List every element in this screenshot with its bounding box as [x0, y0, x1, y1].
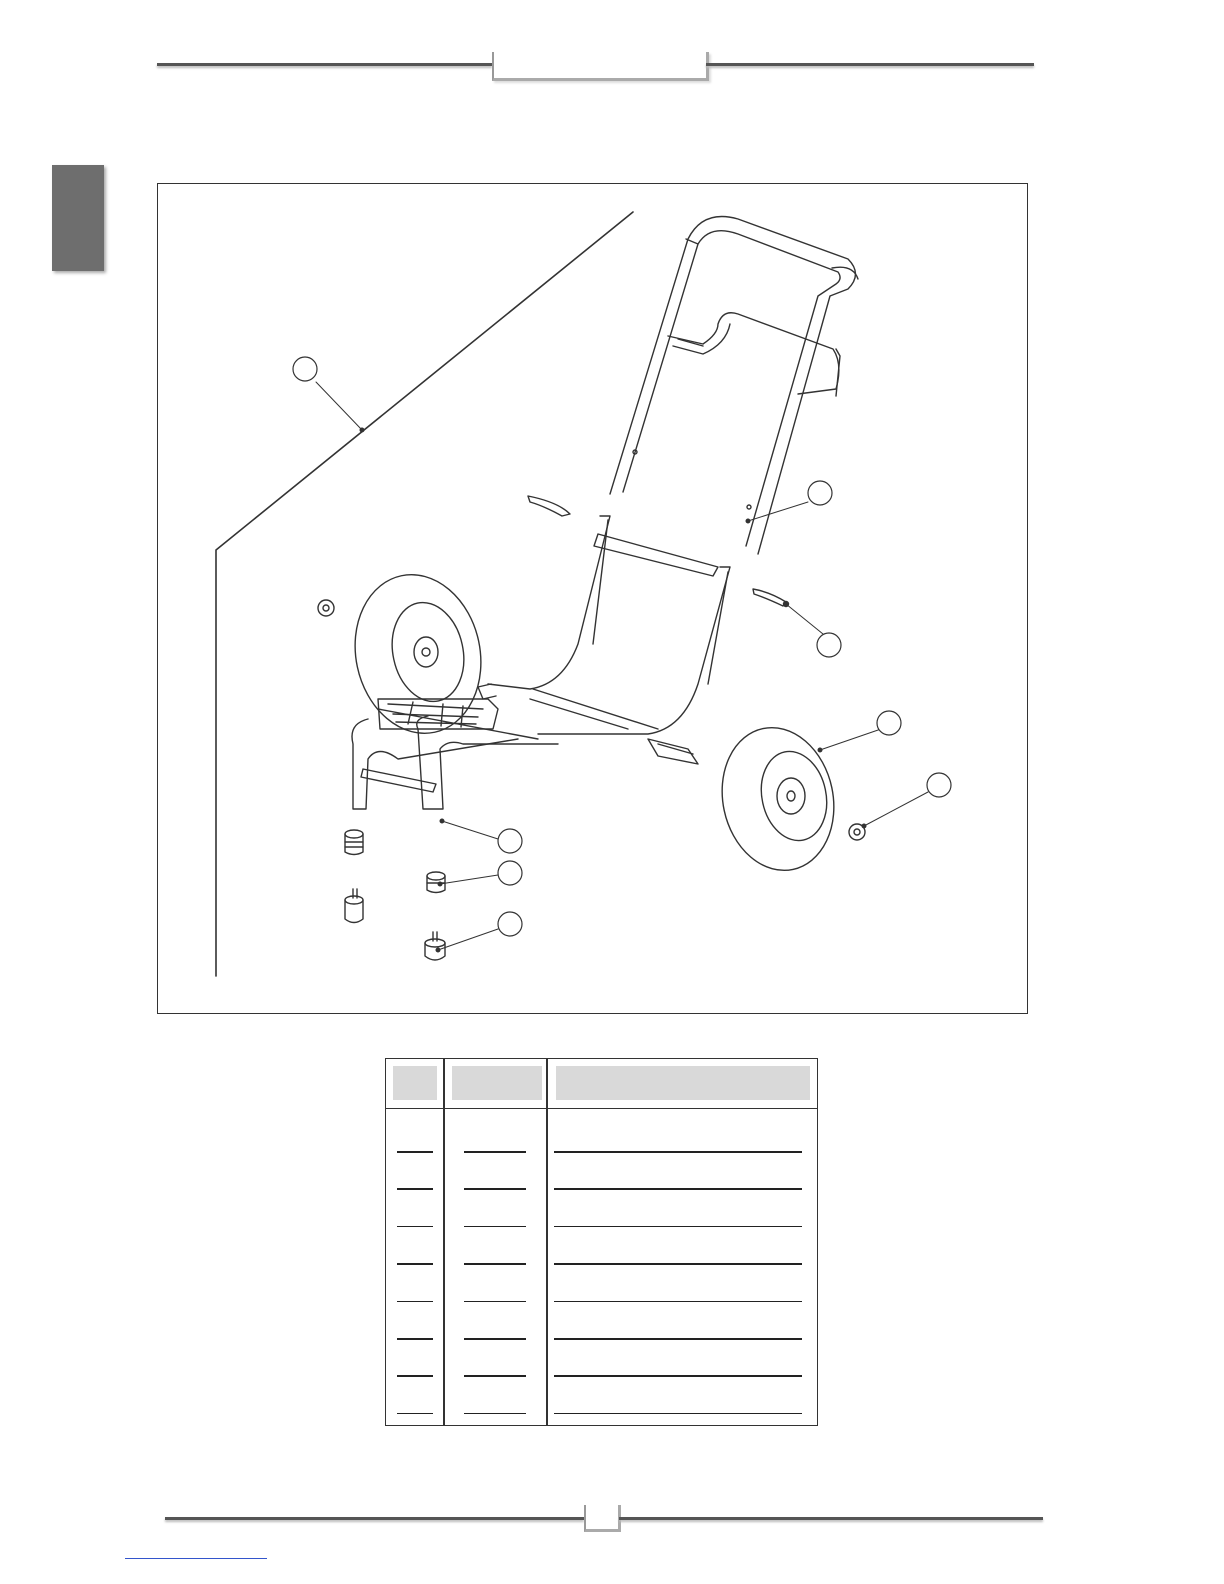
row-rule	[554, 1188, 802, 1190]
callout-4	[877, 711, 901, 735]
row-rule	[397, 1375, 433, 1377]
row-rule	[464, 1263, 526, 1265]
footer-link[interactable]	[125, 1558, 267, 1559]
row-rule	[554, 1263, 802, 1265]
cart-exploded-drawing	[158, 184, 1029, 1015]
footer-tab	[584, 1505, 621, 1532]
callout-3	[817, 633, 841, 657]
callout-1	[293, 357, 317, 381]
row-rule	[464, 1188, 526, 1190]
header-cell-item	[393, 1066, 437, 1100]
footer-rule-right	[619, 1517, 1043, 1520]
header-cell-part-no	[452, 1066, 542, 1100]
header-tab	[492, 52, 709, 81]
row-rule	[397, 1263, 433, 1265]
row-rule	[464, 1338, 526, 1340]
row-rule	[554, 1338, 802, 1340]
callout-6	[498, 829, 522, 853]
exploded-view-frame	[157, 183, 1028, 1014]
row-rule	[554, 1375, 802, 1377]
header-rule-left	[157, 63, 492, 66]
row-rule	[554, 1151, 802, 1153]
callout-5	[927, 773, 951, 797]
row-rule	[397, 1151, 433, 1153]
foot-parts	[345, 830, 445, 960]
hub-cap-parts	[318, 600, 865, 840]
row-rule	[464, 1151, 526, 1153]
header-cell-description	[556, 1066, 810, 1100]
row-rule	[554, 1413, 802, 1415]
footer-rule-left	[165, 1517, 584, 1520]
parts-table	[385, 1058, 818, 1426]
row-rule	[397, 1413, 433, 1415]
row-rule	[397, 1226, 433, 1228]
column-divider	[546, 1059, 548, 1425]
row-rule	[464, 1413, 526, 1415]
row-rule	[554, 1226, 802, 1228]
header-rule	[386, 1108, 817, 1109]
callout-8	[498, 912, 522, 936]
right-wheel-part	[709, 717, 847, 881]
callout-2	[808, 481, 832, 505]
row-rule	[554, 1301, 802, 1303]
break-line	[216, 212, 633, 976]
row-rule	[397, 1301, 433, 1303]
row-rule	[464, 1301, 526, 1303]
column-divider	[443, 1059, 445, 1425]
row-rule	[464, 1375, 526, 1377]
row-rule	[397, 1188, 433, 1190]
left-wheel-part	[341, 563, 496, 745]
callout-7	[498, 861, 522, 885]
lower-frame-part	[352, 516, 730, 809]
row-rule	[397, 1338, 433, 1340]
row-rule	[464, 1226, 526, 1228]
leader-lines	[316, 382, 928, 952]
header-rule-right	[706, 63, 1034, 66]
section-tab	[52, 165, 104, 271]
